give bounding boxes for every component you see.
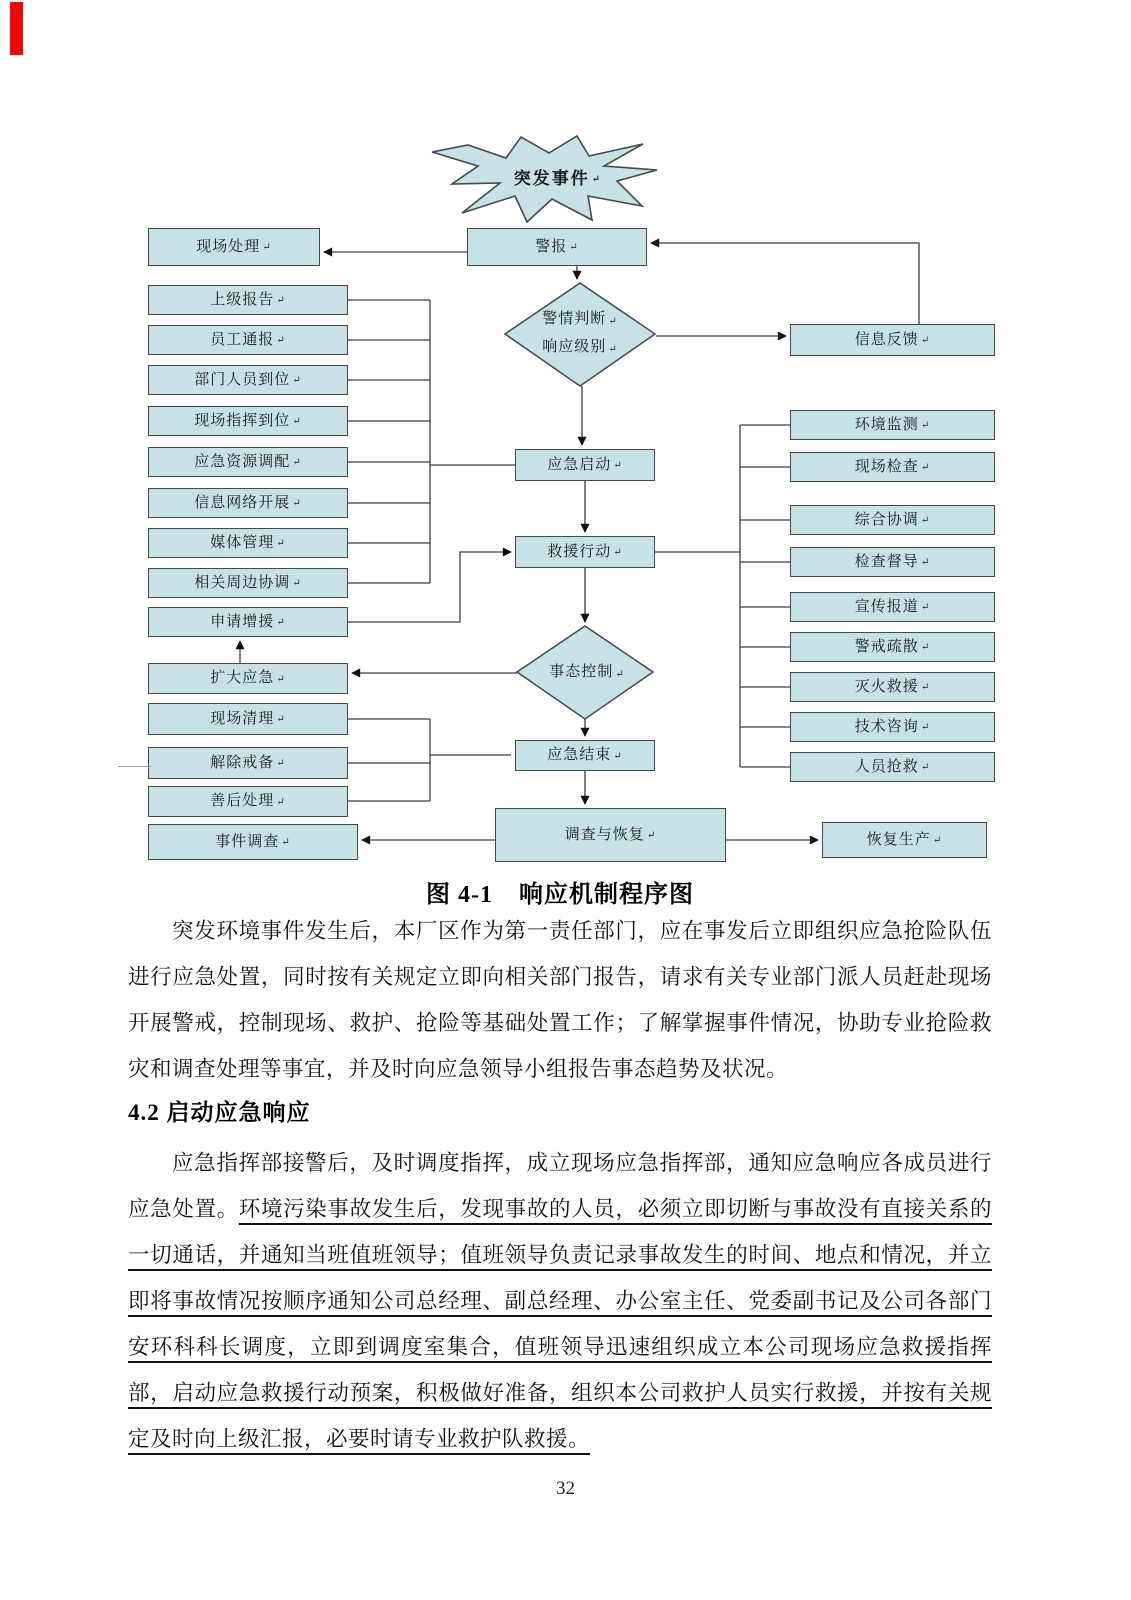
- paragraph-start-response: [128, 1140, 992, 1462]
- return-mark: ↵: [920, 462, 931, 473]
- return-mark: ↵: [276, 673, 286, 685]
- flow-node-env-monitor: [790, 410, 995, 440]
- return-mark: ↵: [920, 762, 931, 773]
- return-mark: ↵: [276, 335, 286, 346]
- flow-node-label: 应急结束: [547, 747, 612, 763]
- return-mark: ↵: [591, 174, 603, 185]
- return-mark: ↵: [292, 457, 302, 468]
- flow-node-staff-notify: [148, 325, 348, 355]
- flow-node-alert-evacuate: [790, 632, 995, 662]
- flow-node-label: 综合协调: [854, 511, 919, 528]
- flow-node-label: 应急资源调配: [194, 453, 291, 470]
- flow-node-burst-event: [497, 166, 619, 192]
- return-mark: ↵: [292, 578, 302, 589]
- flow-node-label: 宣传报道: [854, 598, 919, 615]
- right-bus-lines: [655, 425, 790, 767]
- return-mark: ↵: [608, 344, 618, 355]
- flow-node-comprehensive-coord: [790, 505, 995, 535]
- flow-node-label: 信息网络开展: [194, 494, 291, 511]
- return-mark: ↵: [262, 242, 272, 253]
- flow-node-label: 信息反馈: [854, 331, 919, 348]
- flow-node-label: 灭火救援: [854, 678, 919, 695]
- flow-node-personnel-rescue: [790, 752, 995, 782]
- return-mark: ↵: [920, 420, 931, 431]
- flow-node-label: 解除戒备: [210, 754, 275, 771]
- page-number: 32: [556, 1478, 575, 1499]
- flow-node-report-superior: [148, 285, 348, 315]
- return-mark: ↵: [920, 557, 931, 568]
- flow-node-media-mgmt: [148, 528, 348, 558]
- return-mark: ↵: [608, 316, 618, 327]
- flow-node-label: 响应级别: [542, 339, 607, 355]
- flow-node-label: 申请增援: [210, 613, 275, 630]
- return-mark: ↵: [292, 498, 302, 509]
- return-mark: ↵: [920, 682, 931, 693]
- flow-node-situation-control: [517, 659, 657, 687]
- paragraph-lead-text: 应急指挥部接警后，及时调度指挥，成立现场应急指挥部，通知应急响应各成员进行应急处置。: [128, 1151, 992, 1221]
- flow-node-info-network: [148, 488, 348, 518]
- flow-node-expand-emergency: [148, 663, 348, 694]
- return-mark: ↵: [646, 830, 657, 841]
- flow-node-label: 应急启动: [547, 456, 612, 473]
- return-mark: ↵: [932, 835, 943, 846]
- flow-node-fire-rescue: [790, 672, 995, 702]
- flow-node-label: 现场检查: [854, 458, 919, 475]
- return-mark: ↵: [615, 669, 625, 680]
- return-mark: ↵: [276, 538, 286, 549]
- return-mark: ↵: [276, 796, 286, 808]
- flow-node-label: 调查与恢复: [564, 826, 645, 843]
- return-mark: ↵: [920, 642, 931, 653]
- flow-node-resume-production: [822, 822, 987, 858]
- return-mark: ↵: [613, 460, 623, 471]
- flow-node-site-inspect: [790, 452, 995, 482]
- flow-node-label: 警情判断: [542, 311, 607, 327]
- return-mark: ↵: [920, 602, 931, 613]
- return-mark: ↵: [613, 750, 623, 762]
- flow-node-label: 上级报告: [210, 291, 275, 308]
- flow-node-dept-staff-inplace: [148, 365, 348, 395]
- flow-node-label: 善后处理: [210, 793, 275, 809]
- flow-node-label: 救援行动: [547, 543, 612, 560]
- return-mark: ↵: [292, 416, 302, 427]
- flow-node-aftermath: [148, 786, 348, 817]
- return-mark: ↵: [569, 242, 579, 253]
- return-mark: ↵: [920, 335, 931, 346]
- flow-node-tech-consult: [790, 712, 995, 742]
- flow-node-label: 警报: [535, 238, 568, 255]
- return-mark: ↵: [920, 515, 931, 526]
- flow-node-request-backup: [148, 607, 348, 637]
- bottom-left-bus-lines: [348, 719, 511, 801]
- flow-node-inspect-supervise: [790, 547, 995, 577]
- flow-node-incident-investigation: [148, 824, 358, 860]
- flow-node-label: 现场清理: [210, 710, 275, 727]
- flow-node-label: 环境监测: [854, 416, 919, 433]
- flow-node-label: 现场处理: [196, 238, 261, 255]
- flow-node-emergency-end: [515, 740, 655, 771]
- return-mark: ↵: [276, 714, 286, 725]
- flow-node-emergency-start: [515, 449, 655, 481]
- flow-node-label: 事件调查: [215, 833, 280, 850]
- return-mark: ↵: [276, 617, 286, 628]
- connector-feedback-to-alarm: [651, 243, 919, 324]
- flow-node-rescue-action: [515, 536, 655, 568]
- stray-scan-mark: [118, 766, 151, 767]
- figure-caption-number: 图 4-1: [426, 882, 493, 908]
- figure-caption-title: 响应机制程序图: [519, 882, 694, 908]
- flow-node-label: 相关周边协调: [194, 574, 291, 591]
- left-bus-lines: [348, 300, 515, 583]
- flow-node-label: 恢复生产: [866, 831, 931, 848]
- flow-node-site-cleanup: [148, 703, 348, 735]
- flow-node-label: 媒体管理: [210, 534, 275, 551]
- paragraph-underlined-text: 环境污染事故发生后，发现事故的人员，必须立即切断与事故没有直接关系的一切通话，并通知当班值班领导；值班领导负责记录事故发生的时间、地点和情况，并立即将事故情况按顺序通知公司总经理、副总经理、办公室主任、党委副书记及公司各部门安环科科长调度，立即到调度室集合，值班领导迅速组织成立本公司现场应急救援指挥部，启动应急救援行动预案，积极做好准备，组织本公司救护人员实行救援，并按有关规定及时向上级汇报，必要时请专业救护队救援。: [128, 1197, 992, 1451]
- flow-node-label: 员工通报: [210, 331, 275, 348]
- flow-node-resource-dispatch: [148, 447, 348, 477]
- flow-node-alarm-judge: [505, 306, 655, 362]
- flow-node-label: 事态控制: [549, 664, 614, 680]
- flow-node-periphery-coord: [148, 568, 348, 598]
- paragraph-response-duty: 突发环境事件发生后，本厂区作为第一责任部门，应在事发后立即组织应急抢险队伍进行应急处置，同时按有关规定立即向相关部门报告，请求有关专业部门派人员赶赴现场开展警戒，控制现场、救护、抢险等基础处置工作；了解掌握事件情况，协助专业抢险救灾和调查处理等事宜，并及时向应急领导小组报告事态趋势及状况。: [128, 919, 992, 1081]
- return-mark: ↵: [920, 722, 931, 733]
- flow-node-scene-handling: [148, 228, 320, 266]
- flow-node-site-command-inplace: [148, 406, 348, 436]
- return-mark: ↵: [276, 758, 286, 769]
- flow-node-publicity: [790, 592, 995, 622]
- flow-node-lift-alert: [148, 747, 348, 779]
- flow-node-label: 扩大应急: [210, 670, 275, 686]
- return-mark: ↵: [613, 547, 623, 558]
- flow-node-investigate-recover: [495, 808, 726, 862]
- section-heading-4-2: 4.2 启动应急响应: [128, 1100, 311, 1125]
- return-mark: ↵: [281, 837, 291, 848]
- flow-node-label: 现场指挥到位: [194, 412, 291, 429]
- flow-node-label: 部门人员到位: [194, 371, 291, 388]
- flow-node-label: 警戒疏散: [854, 638, 919, 655]
- return-mark: ↵: [276, 295, 286, 306]
- flow-node-info-feedback: [790, 324, 995, 356]
- figure-caption: [128, 874, 992, 909]
- flow-node-label: 突发事件: [513, 169, 590, 188]
- flow-node-label: 人员抢救: [854, 758, 919, 775]
- flow-node-alarm: [467, 228, 647, 266]
- flow-node-label: 技术咨询: [854, 718, 919, 735]
- flow-node-label: 检查督导: [854, 553, 919, 570]
- return-mark: ↵: [292, 375, 302, 386]
